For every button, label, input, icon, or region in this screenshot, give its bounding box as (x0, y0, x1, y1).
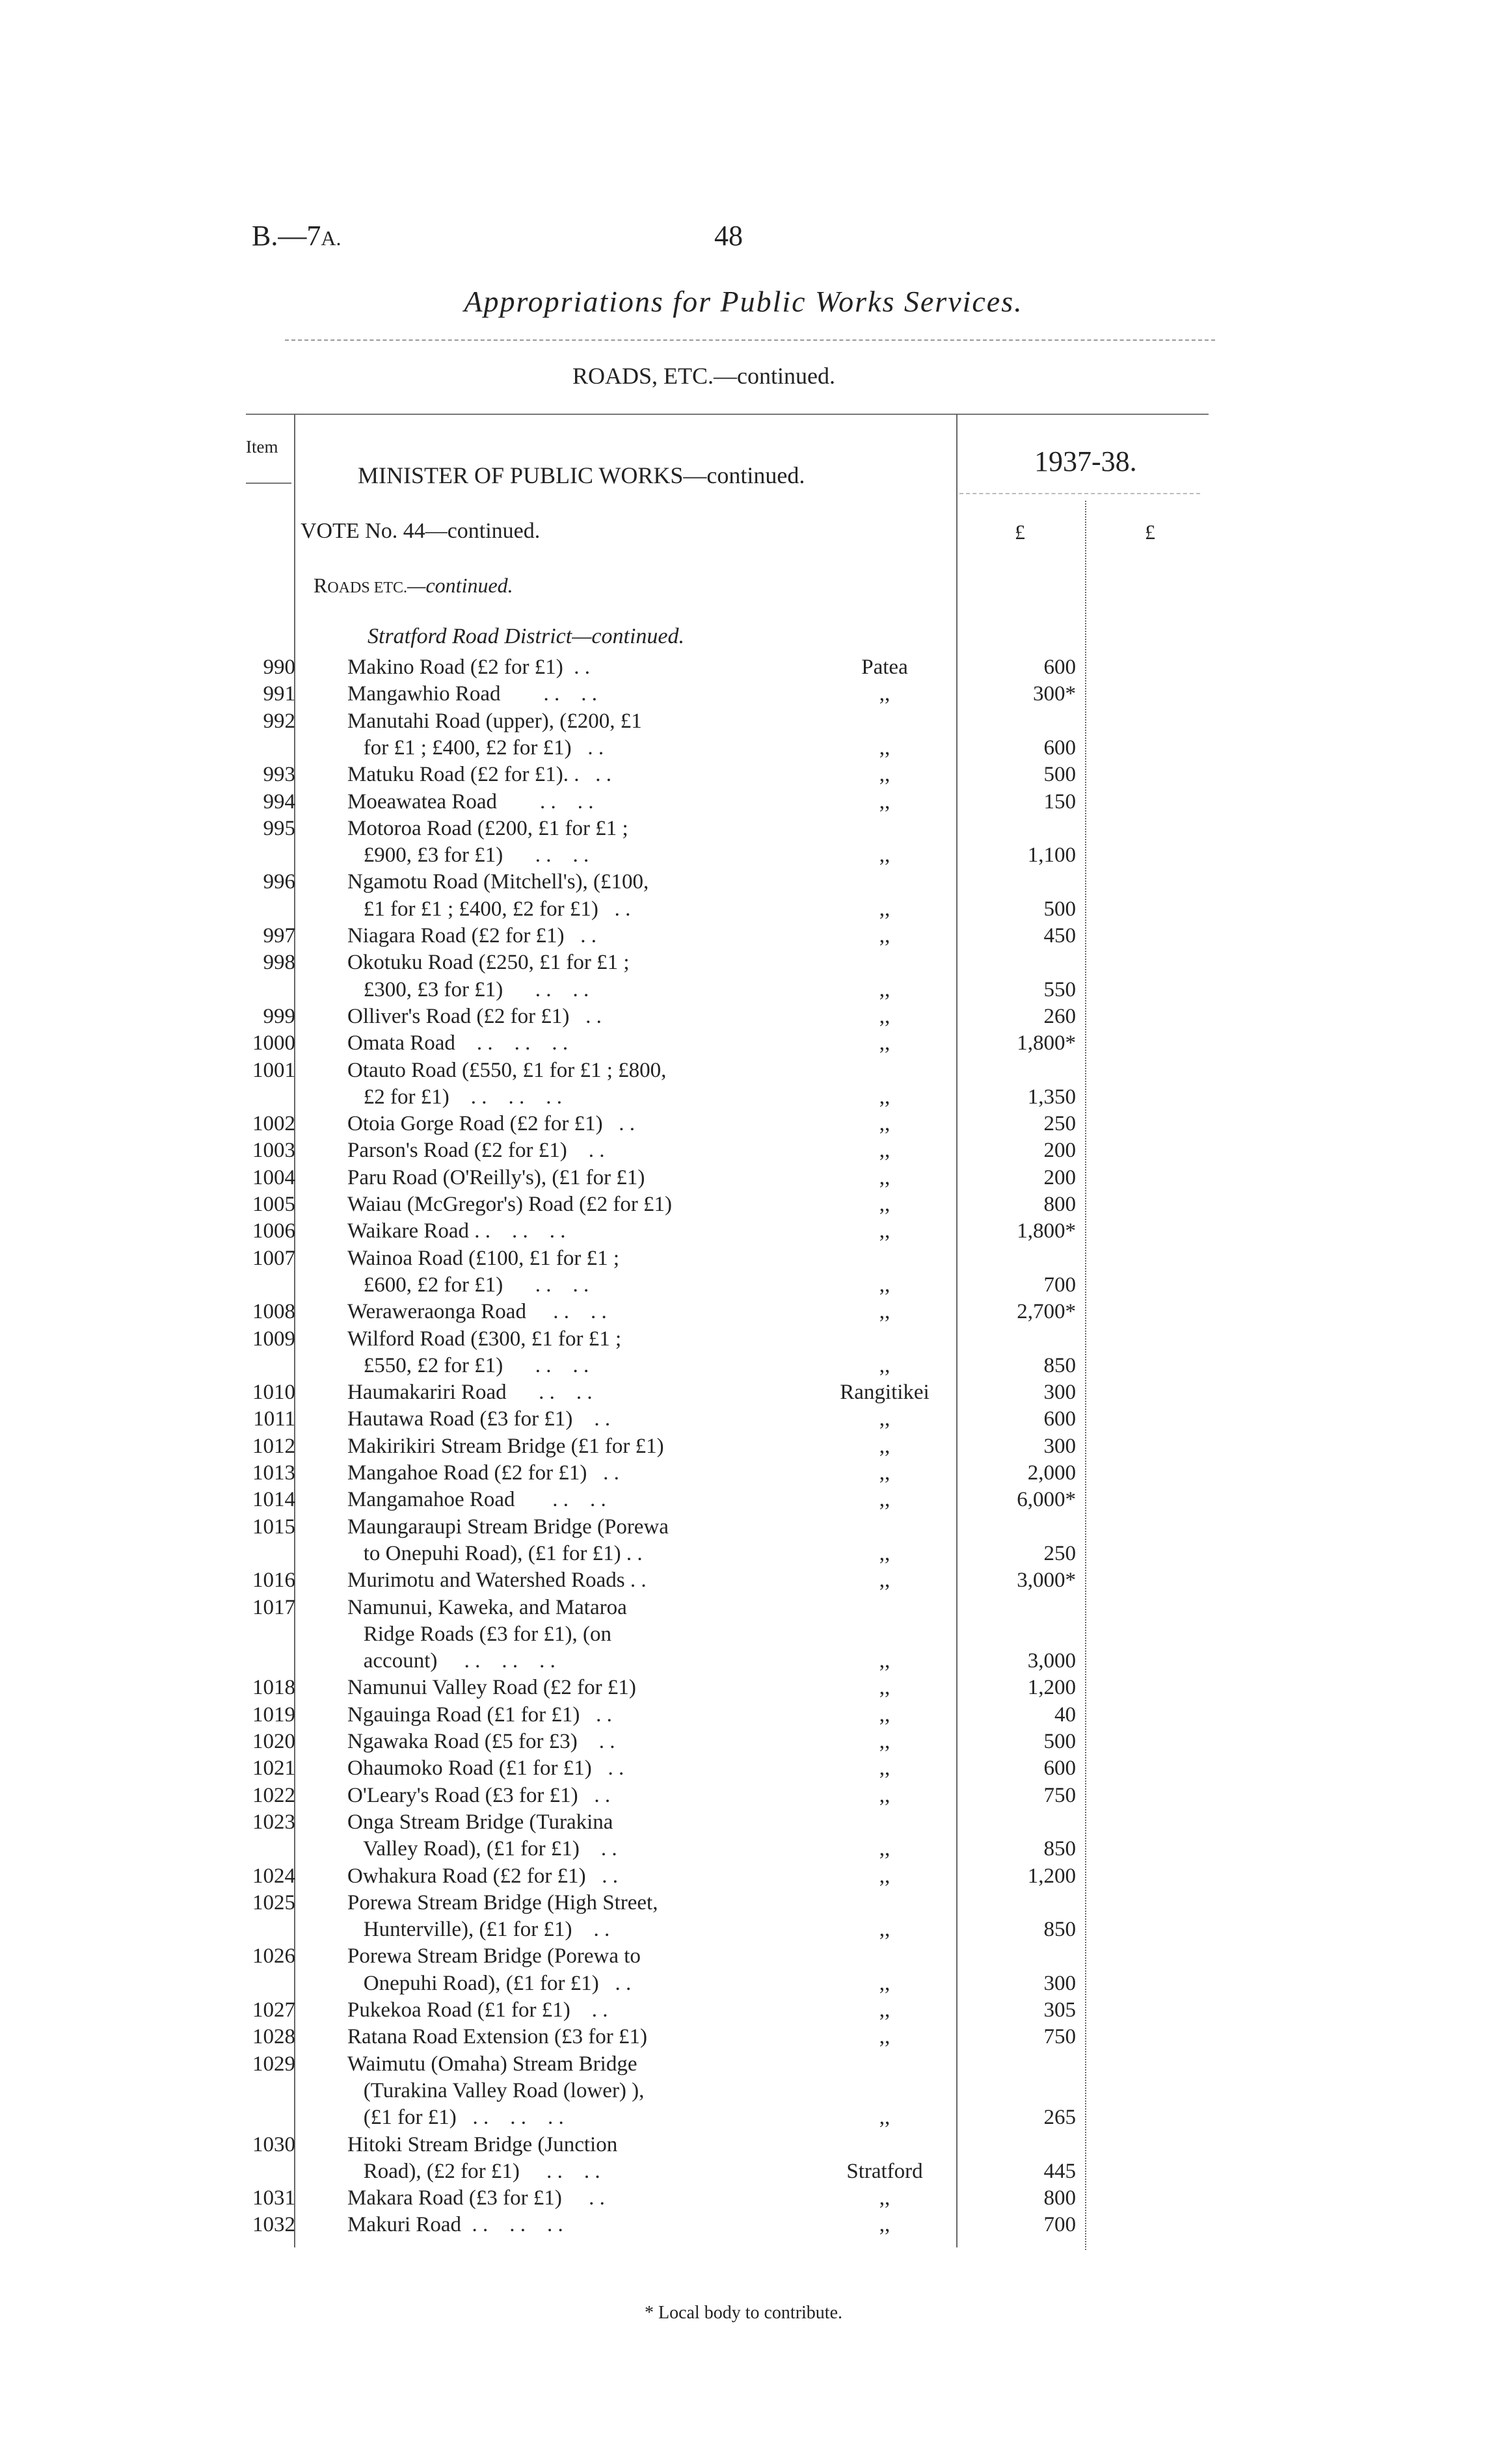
electoral-district: ,, (879, 1300, 891, 1324)
item-number: 1012 (252, 1434, 295, 1458)
road-name: (Turakina Valley Road (lower) ), (347, 2078, 645, 2102)
item-number: 1017 (252, 1595, 295, 1619)
item-number: 1021 (252, 1756, 295, 1781)
road-name: Porewa Stream Bridge (High Street, (347, 1890, 658, 1914)
item-number: 1002 (252, 1112, 295, 1136)
table-row (0, 2132, 1487, 2186)
table-row (0, 2051, 1487, 2132)
item-number: 1013 (252, 1461, 295, 1485)
electoral-district: ,, (879, 897, 891, 921)
electoral-district: ,, (879, 1004, 891, 1028)
amount: 2,700* (1017, 1300, 1076, 1324)
electoral-district: ,, (879, 1112, 891, 1136)
amount: 850 (1043, 1918, 1076, 1942)
table-row (0, 1997, 1487, 2024)
road-name: £900, £3 for £1) . . . . (347, 843, 589, 868)
item-header-rule (246, 483, 291, 484)
table-row (0, 949, 1487, 1003)
road-name: £300, £3 for £1) . . . . (347, 977, 589, 1001)
amount: 1,200 (1027, 1676, 1076, 1700)
road-name: Hitoki Stream Bridge (Junction (347, 2132, 618, 2156)
item-number: 1018 (252, 1676, 295, 1700)
amount: 300* (1033, 682, 1076, 706)
road-name: Motoroa Road (£200, £1 for £1 ; (347, 816, 628, 840)
electoral-district: ,, (879, 977, 891, 1001)
electoral-district: ,, (879, 1461, 891, 1485)
road-name: Ratana Road Extension (£3 for £1) (347, 2025, 647, 2049)
section-title: ROADS, ETC.—continued. (572, 363, 835, 389)
electoral-district: ,, (879, 1353, 891, 1377)
road-name: Okotuku Road (£250, £1 for £1 ; (347, 951, 630, 975)
road-name: Makuri Road . . . . . . (347, 2213, 563, 2237)
road-name: account) . . . . . . (347, 1649, 556, 1673)
table-row (0, 1245, 1487, 1299)
amount: 6,000* (1017, 1488, 1076, 1512)
item-number: 1030 (252, 2132, 295, 2156)
amount: 1,800* (1017, 1219, 1076, 1243)
table-row (0, 1137, 1487, 1164)
amount: 3,000 (1027, 1649, 1076, 1673)
amount: 1,350 (1027, 1085, 1076, 1109)
amount: 305 (1043, 1998, 1076, 2022)
road-name: Ridge Roads (£3 for £1), (on (347, 1622, 612, 1646)
road-name: for £1 ; £400, £2 for £1) . . (347, 735, 604, 760)
table-row (0, 2185, 1487, 2212)
amount: 700 (1043, 2213, 1076, 2237)
table-row (0, 654, 1487, 681)
table-row (0, 1165, 1487, 1191)
amount: 750 (1043, 2025, 1076, 2049)
road-name: Hautawa Road (£3 for £1) . . (347, 1407, 611, 1431)
table-row (0, 1567, 1487, 1594)
table-row (0, 1057, 1487, 1111)
electoral-district: Patea (861, 656, 908, 679)
item-number: 1032 (252, 2213, 295, 2237)
electoral-district: ,, (879, 763, 891, 787)
item-number: 1027 (252, 1998, 295, 2022)
table-row (0, 1755, 1487, 1782)
item-number: 999 (263, 1004, 295, 1028)
table-row (0, 1729, 1487, 1755)
amount: 550 (1043, 977, 1076, 1001)
electoral-district: ,, (879, 682, 891, 706)
electoral-district: ,, (879, 1756, 891, 1781)
amount: 300 (1043, 1971, 1076, 1995)
page-number: 48 (714, 220, 743, 252)
pound-sign-right: £ (1145, 520, 1155, 544)
item-number: 1010 (252, 1381, 295, 1405)
item-number: 1016 (252, 1569, 295, 1593)
table-row (0, 1460, 1487, 1487)
road-name: Makino Road (£2 for £1) . . (347, 656, 591, 679)
table-row (0, 1003, 1487, 1030)
footnote: * Local body to contribute. (644, 2303, 843, 2323)
table-row (0, 1326, 1487, 1380)
item-number: 1025 (252, 1890, 295, 1914)
road-name: (£1 for £1) . . . . . . (347, 2106, 564, 2130)
road-name: Hunterville), (£1 for £1) . . (347, 1918, 610, 1942)
road-name: Pukekoa Road (£1 for £1) . . (347, 1998, 608, 2022)
item-number: 1015 (252, 1515, 295, 1539)
electoral-district: ,, (879, 2213, 891, 2237)
amount: 500 (1043, 897, 1076, 921)
item-number: 991 (263, 682, 295, 706)
amount: 300 (1043, 1381, 1076, 1405)
table-row (0, 1379, 1487, 1406)
pound-sign-left: £ (1015, 520, 1025, 544)
electoral-district: ,, (879, 789, 891, 814)
electoral-district: ,, (879, 1918, 891, 1942)
electoral-district: ,, (879, 1541, 891, 1565)
item-number: 1024 (252, 1864, 295, 1888)
amount: 700 (1043, 1273, 1076, 1297)
road-name: Niagara Road (£2 for £1) . . (347, 924, 597, 947)
road-name: Onga Stream Bridge (Turakina (347, 1810, 613, 1834)
item-number: 1011 (253, 1407, 295, 1431)
electoral-district: ,, (879, 1165, 891, 1189)
road-name: Mangamahoe Road . . . . (347, 1488, 606, 1512)
amount: 250 (1043, 1112, 1076, 1136)
item-number: 1019 (252, 1702, 295, 1727)
item-number: 995 (263, 816, 295, 840)
road-name: Ngamotu Road (Mitchell's), (£100, (347, 870, 649, 894)
item-number: 994 (263, 789, 295, 814)
road-name: Moeawatea Road . . . . (347, 789, 594, 814)
road-name: Makara Road (£3 for £1) . . (347, 2186, 605, 2210)
table-row (0, 1514, 1487, 1568)
road-name: O'Leary's Road (£3 for £1) . . (347, 1783, 611, 1807)
table-row (0, 923, 1487, 949)
road-name: Haumakariri Road . . . . (347, 1381, 593, 1405)
table-row (0, 1595, 1487, 1675)
electoral-district: ,, (879, 2106, 891, 2130)
item-number: 1005 (252, 1193, 295, 1216)
item-number: 1009 (252, 1327, 295, 1351)
table-row (0, 1191, 1487, 1218)
amount: 850 (1043, 1353, 1076, 1377)
amount: 250 (1043, 1541, 1076, 1565)
road-name: Ohaumoko Road (£1 for £1) . . (347, 1756, 624, 1781)
road-name: Matuku Road (£2 for £1). . . . (347, 763, 612, 787)
road-name: Ngauinga Road (£1 for £1) . . (347, 1702, 612, 1727)
minister-heading: MINISTER OF PUBLIC WORKS—continued. (358, 462, 805, 488)
road-name: Ngawaka Road (£5 for £3) . . (347, 1730, 615, 1753)
electoral-district: ,, (879, 1434, 891, 1458)
table-row (0, 1030, 1487, 1057)
table-row (0, 1111, 1487, 1137)
table-row (0, 2024, 1487, 2050)
electoral-district: ,, (879, 1407, 891, 1431)
table-row (0, 1890, 1487, 1944)
item-number: 996 (263, 870, 295, 894)
district-subheading: Stratford Road District—continued. (368, 624, 685, 648)
road-name: Porewa Stream Bridge (Porewa to (347, 1944, 641, 1968)
item-number: 1020 (252, 1730, 295, 1753)
item-number: 1000 (252, 1031, 295, 1055)
road-name: Maungaraupi Stream Bridge (Porewa (347, 1515, 669, 1539)
electoral-district: ,, (879, 1219, 891, 1243)
item-number: 1022 (252, 1783, 295, 1807)
amount: 200 (1043, 1139, 1076, 1163)
road-name: Makirikiri Stream Bridge (£1 for £1) (347, 1434, 664, 1458)
table-row (0, 1218, 1487, 1245)
item-number: 1008 (252, 1300, 295, 1324)
road-name: Otoia Gorge Road (£2 for £1) . . (347, 1112, 636, 1136)
table-row (0, 1863, 1487, 1890)
table-row (0, 1702, 1487, 1729)
table-row (0, 762, 1487, 788)
electoral-district: ,, (879, 1273, 891, 1297)
amount: 800 (1043, 1193, 1076, 1216)
item-number: 993 (263, 763, 295, 787)
item-number: 1026 (252, 1944, 295, 1968)
electoral-district: ,, (879, 1837, 891, 1861)
table-row (0, 681, 1487, 708)
road-name: Waimutu (Omaha) Stream Bridge (347, 2052, 637, 2076)
road-name: Parson's Road (£2 for £1) . . (347, 1139, 605, 1163)
table-row (0, 1675, 1487, 1701)
road-name: to Onepuhi Road), (£1 for £1) . . (347, 1541, 643, 1565)
electoral-district: ,, (879, 1085, 891, 1109)
amount: 750 (1043, 1783, 1076, 1807)
amount: 600 (1043, 1407, 1076, 1431)
road-name: Road), (£2 for £1) . . . . (347, 2159, 600, 2183)
road-name: Namunui Valley Road (£2 for £1) (347, 1676, 636, 1700)
table-row (0, 1809, 1487, 1863)
road-name: £2 for £1) . . . . . . (347, 1085, 562, 1109)
roads-heading: ROADS ETC.—continued. (314, 574, 513, 597)
road-name: Onepuhi Road), (£1 for £1) . . (347, 1971, 632, 1995)
amount: 800 (1043, 2186, 1076, 2210)
item-column-header: Item (246, 437, 278, 457)
table-row (0, 1487, 1487, 1513)
amount: 3,000* (1017, 1569, 1076, 1593)
amount: 500 (1043, 1730, 1076, 1753)
table-row (0, 1299, 1487, 1325)
item-number: 1029 (252, 2052, 295, 2076)
year-column-header: 1937-38. (1034, 445, 1137, 477)
road-name: Paru Road (O'Reilly's), (£1 for £1) (347, 1165, 645, 1189)
road-name: Olliver's Road (£2 for £1) . . (347, 1004, 602, 1028)
table-row (0, 1433, 1487, 1460)
road-name: Waiau (McGregor's) Road (£2 for £1) (347, 1193, 673, 1216)
road-name: Murimotu and Watershed Roads . . (347, 1569, 647, 1593)
amount: 445 (1043, 2159, 1076, 2183)
item-number: 997 (263, 924, 295, 947)
electoral-district: ,, (879, 1864, 891, 1888)
electoral-district: ,, (879, 1971, 891, 1995)
electoral-district: ,, (879, 1488, 891, 1512)
page-title: Appropriations for Public Works Services. (464, 285, 1023, 318)
electoral-district: ,, (879, 1783, 891, 1807)
electoral-district: ,, (879, 735, 891, 760)
amount: 2,000 (1027, 1461, 1076, 1485)
amount: 1,800* (1017, 1031, 1076, 1055)
amount: 600 (1043, 1756, 1076, 1781)
road-name: Wainoa Road (£100, £1 for £1 ; (347, 1246, 620, 1270)
amount: 1,100 (1027, 843, 1076, 868)
road-name: Omata Road . . . . . . (347, 1031, 569, 1055)
amount: 600 (1043, 656, 1076, 679)
road-name: Mangahoe Road (£2 for £1) . . (347, 1461, 619, 1485)
electoral-district: ,, (879, 1139, 891, 1163)
amount: 300 (1043, 1434, 1076, 1458)
road-name: Weraweraonga Road . . . . (347, 1300, 607, 1324)
item-number: 1028 (252, 2025, 295, 2049)
table-row (0, 789, 1487, 815)
electoral-district: ,, (879, 1193, 891, 1216)
road-name: £600, £2 for £1) . . . . (347, 1273, 589, 1297)
electoral-district: ,, (879, 1730, 891, 1753)
amount: 200 (1043, 1165, 1076, 1189)
electoral-district: ,, (879, 2186, 891, 2210)
amount: 265 (1043, 2106, 1076, 2130)
road-name: Mangawhio Road . . . . (347, 682, 598, 706)
item-number: 1007 (252, 1246, 295, 1270)
table-row (0, 2212, 1487, 2238)
amount: 450 (1043, 924, 1076, 947)
road-name: Valley Road), (£1 for £1) . . (347, 1837, 617, 1861)
electoral-district: ,, (879, 1702, 891, 1727)
road-name: Manutahi Road (upper), (£200, £1 (347, 709, 642, 733)
amount: 40 (1054, 1702, 1076, 1727)
table-row (0, 815, 1487, 869)
item-number: 1006 (252, 1219, 295, 1243)
amount: 600 (1043, 735, 1076, 760)
electoral-district: ,, (879, 1649, 891, 1673)
road-name: £550, £2 for £1) . . . . (347, 1353, 589, 1377)
table-top-rule (246, 414, 1209, 415)
table-row (0, 1943, 1487, 1997)
electoral-district: Rangitikei (840, 1381, 930, 1405)
amount: 850 (1043, 1837, 1076, 1861)
item-number: 998 (263, 951, 295, 975)
item-number: 1014 (252, 1488, 295, 1512)
electoral-district: ,, (879, 1676, 891, 1700)
electoral-district: ,, (879, 1998, 891, 2022)
road-name: Otauto Road (£550, £1 for £1 ; £800, (347, 1058, 667, 1082)
item-number: 1001 (252, 1058, 295, 1082)
table-row (0, 1406, 1487, 1433)
vote-heading: VOTE No. 44—continued. (301, 519, 541, 543)
electoral-district: Stratford (846, 2159, 923, 2183)
item-number: 990 (263, 656, 295, 679)
item-number: 1004 (252, 1165, 295, 1189)
amount: 1,200 (1027, 1864, 1076, 1888)
road-name: £1 for £1 ; £400, £2 for £1) . . (347, 897, 631, 921)
electoral-district: ,, (879, 1569, 891, 1593)
electoral-district: ,, (879, 2025, 891, 2049)
item-number: 1023 (252, 1810, 295, 1834)
road-name: Wilford Road (£300, £1 for £1 ; (347, 1327, 622, 1351)
item-number: 992 (263, 709, 295, 733)
electoral-district: ,, (879, 924, 891, 947)
road-name: Waikare Road . . . . . . (347, 1219, 566, 1243)
amount: 260 (1043, 1004, 1076, 1028)
year-rule (959, 493, 1200, 494)
road-name: Namunui, Kaweka, and Mataroa (347, 1595, 627, 1619)
amount: 500 (1043, 763, 1076, 787)
electoral-district: ,, (879, 843, 891, 868)
table-row (0, 869, 1487, 923)
document-code: B.—7A. (252, 220, 342, 252)
table-row (0, 708, 1487, 762)
road-name: Owhakura Road (£2 for £1) . . (347, 1864, 619, 1888)
electoral-district: ,, (879, 1031, 891, 1055)
title-rule (285, 339, 1215, 341)
item-number: 1003 (252, 1139, 295, 1163)
amount: 150 (1043, 789, 1076, 814)
item-number: 1031 (252, 2186, 295, 2210)
table-row (0, 1782, 1487, 1809)
